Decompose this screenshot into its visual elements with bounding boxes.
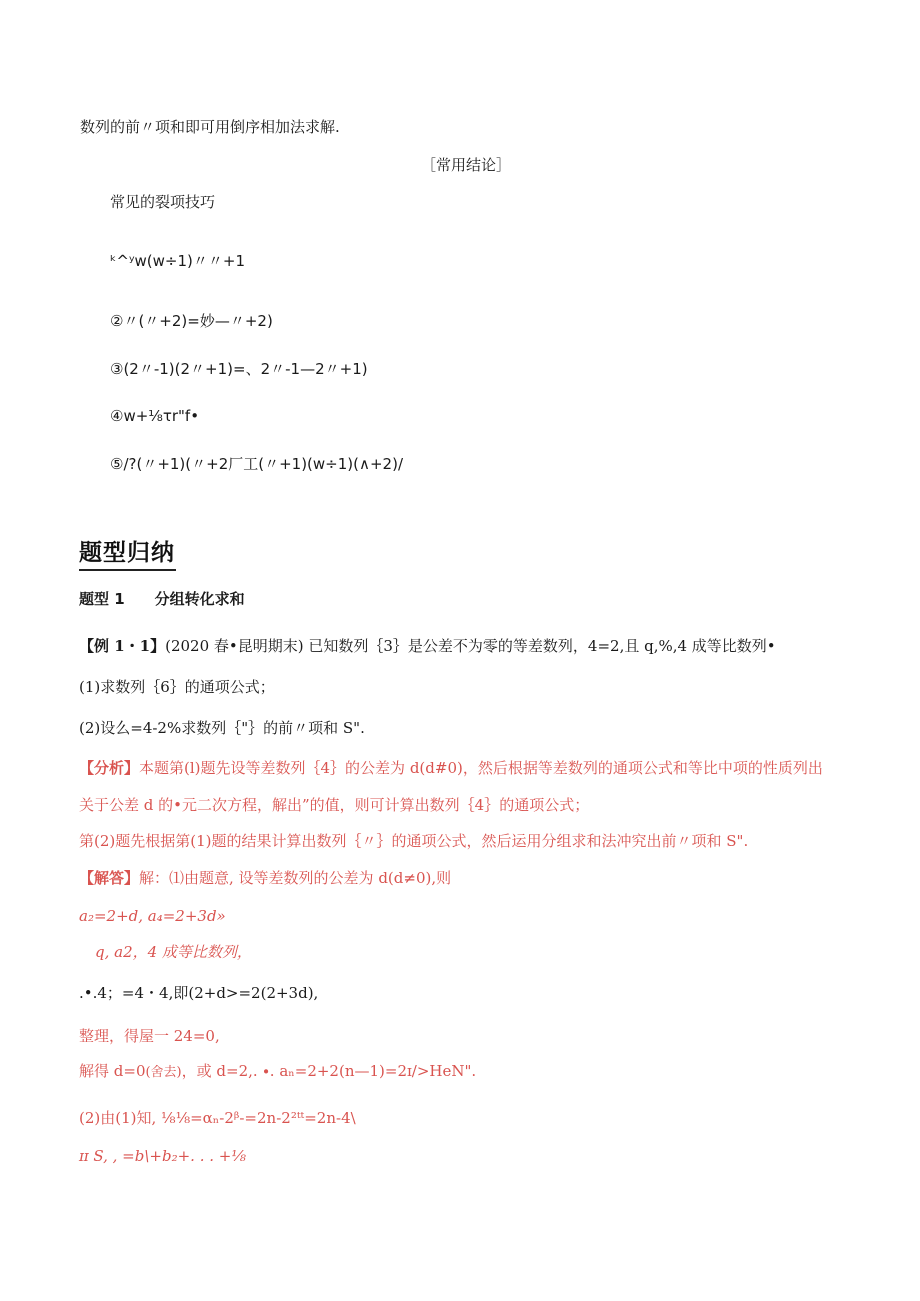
conclusion-title: ［常用结论］ [421, 156, 512, 174]
example-question-1: (1)求数列｛6｝的通项公式； [79, 678, 275, 696]
example-stem-text: (2020 春•昆明期末) 已知数列｛3｝是公差不为零的等差数列，4=2,且 q,%,4 成等比数列• [165, 637, 776, 655]
analysis-line-3: 第(2)题先根据第(1)题的结果计算出数列｛〃｝的通项公式，然后运用分组求和法冲究出前〃项和 S". [79, 832, 749, 850]
answer-line-1-text: 解：⑴由题意, 设等差数列的公差为 d(d≠0),则 [139, 869, 452, 887]
answer-line-5: 整理，得屋一 24=0, [79, 1027, 220, 1045]
answer-line-7: (2)由(1)知, ⅛⅛=αₙ-2ᵝ-=2n-2²ᵗᵗ=2n-4\ [79, 1109, 356, 1127]
techniques-title: 常见的裂项技巧 [110, 193, 216, 211]
answer-line-6c: ，或 d=2,. ∙. aₙ=2+2(n—1)=2ɪ/>HeN". [181, 1062, 477, 1080]
analysis-tag: 【分析】 [79, 759, 140, 777]
analysis-line-2: 关于公差 d 的•元二次方程，解出”的值，则可计算出数列｛4｝的通项公式； [79, 796, 590, 814]
example-stem [79, 636, 776, 656]
answer-line-1 [79, 868, 451, 888]
question-type-label: 题型 1 分组转化求和 [79, 590, 245, 608]
answer-line-2: a₂=2+d, a₄=2+3d» [79, 907, 226, 925]
answer-line-6b: (舍去) [145, 1065, 182, 1080]
answer-line-6 [79, 1061, 476, 1083]
answer-tag: 【解答】 [79, 869, 140, 887]
formula-5: ⑤/?(〃+1)(〃+2厂工(〃+1)(w÷1)(∧+2)/ [110, 455, 403, 473]
intro-text: 数列的前〃项和即可用倒序相加法求解. [80, 118, 340, 136]
example-tag: 【例 1・1】 [79, 637, 166, 655]
formula-1: ᵏ^ʸw(w÷1)〃〃+1 [110, 252, 246, 270]
answer-line-8: ɪɪ S, , =b\+b₂+. . . +⅛ [79, 1147, 246, 1165]
formula-2: ②〃(〃+2)=妙—〃+2) [110, 312, 273, 330]
example-question-2: (2)设么=4-2%求数列｛"｝的前〃项和 S". [79, 719, 365, 737]
answer-line-3: q, a2，4 成等比数列， [95, 943, 252, 961]
formula-3: ③(2〃-1)(2〃+1)=、2〃-1—2〃+1) [110, 360, 368, 378]
analysis-line-1 [79, 758, 823, 778]
answer-line-6a: 解得 d=0 [79, 1062, 146, 1080]
section-heading: 题型归纳 [79, 540, 175, 566]
formula-4: ④w+⅛τr"f• [110, 407, 200, 425]
answer-line-4: .•.4；=4・4,即(2+d>=2(2+3d), [79, 984, 319, 1002]
heading-underline [79, 569, 176, 571]
analysis-line-1-text: 本题第(l)题先设等差数列｛4｝的公差为 d(d#0)，然后根据等差数列的通项公式和等比中项的性质列出 [139, 759, 823, 777]
